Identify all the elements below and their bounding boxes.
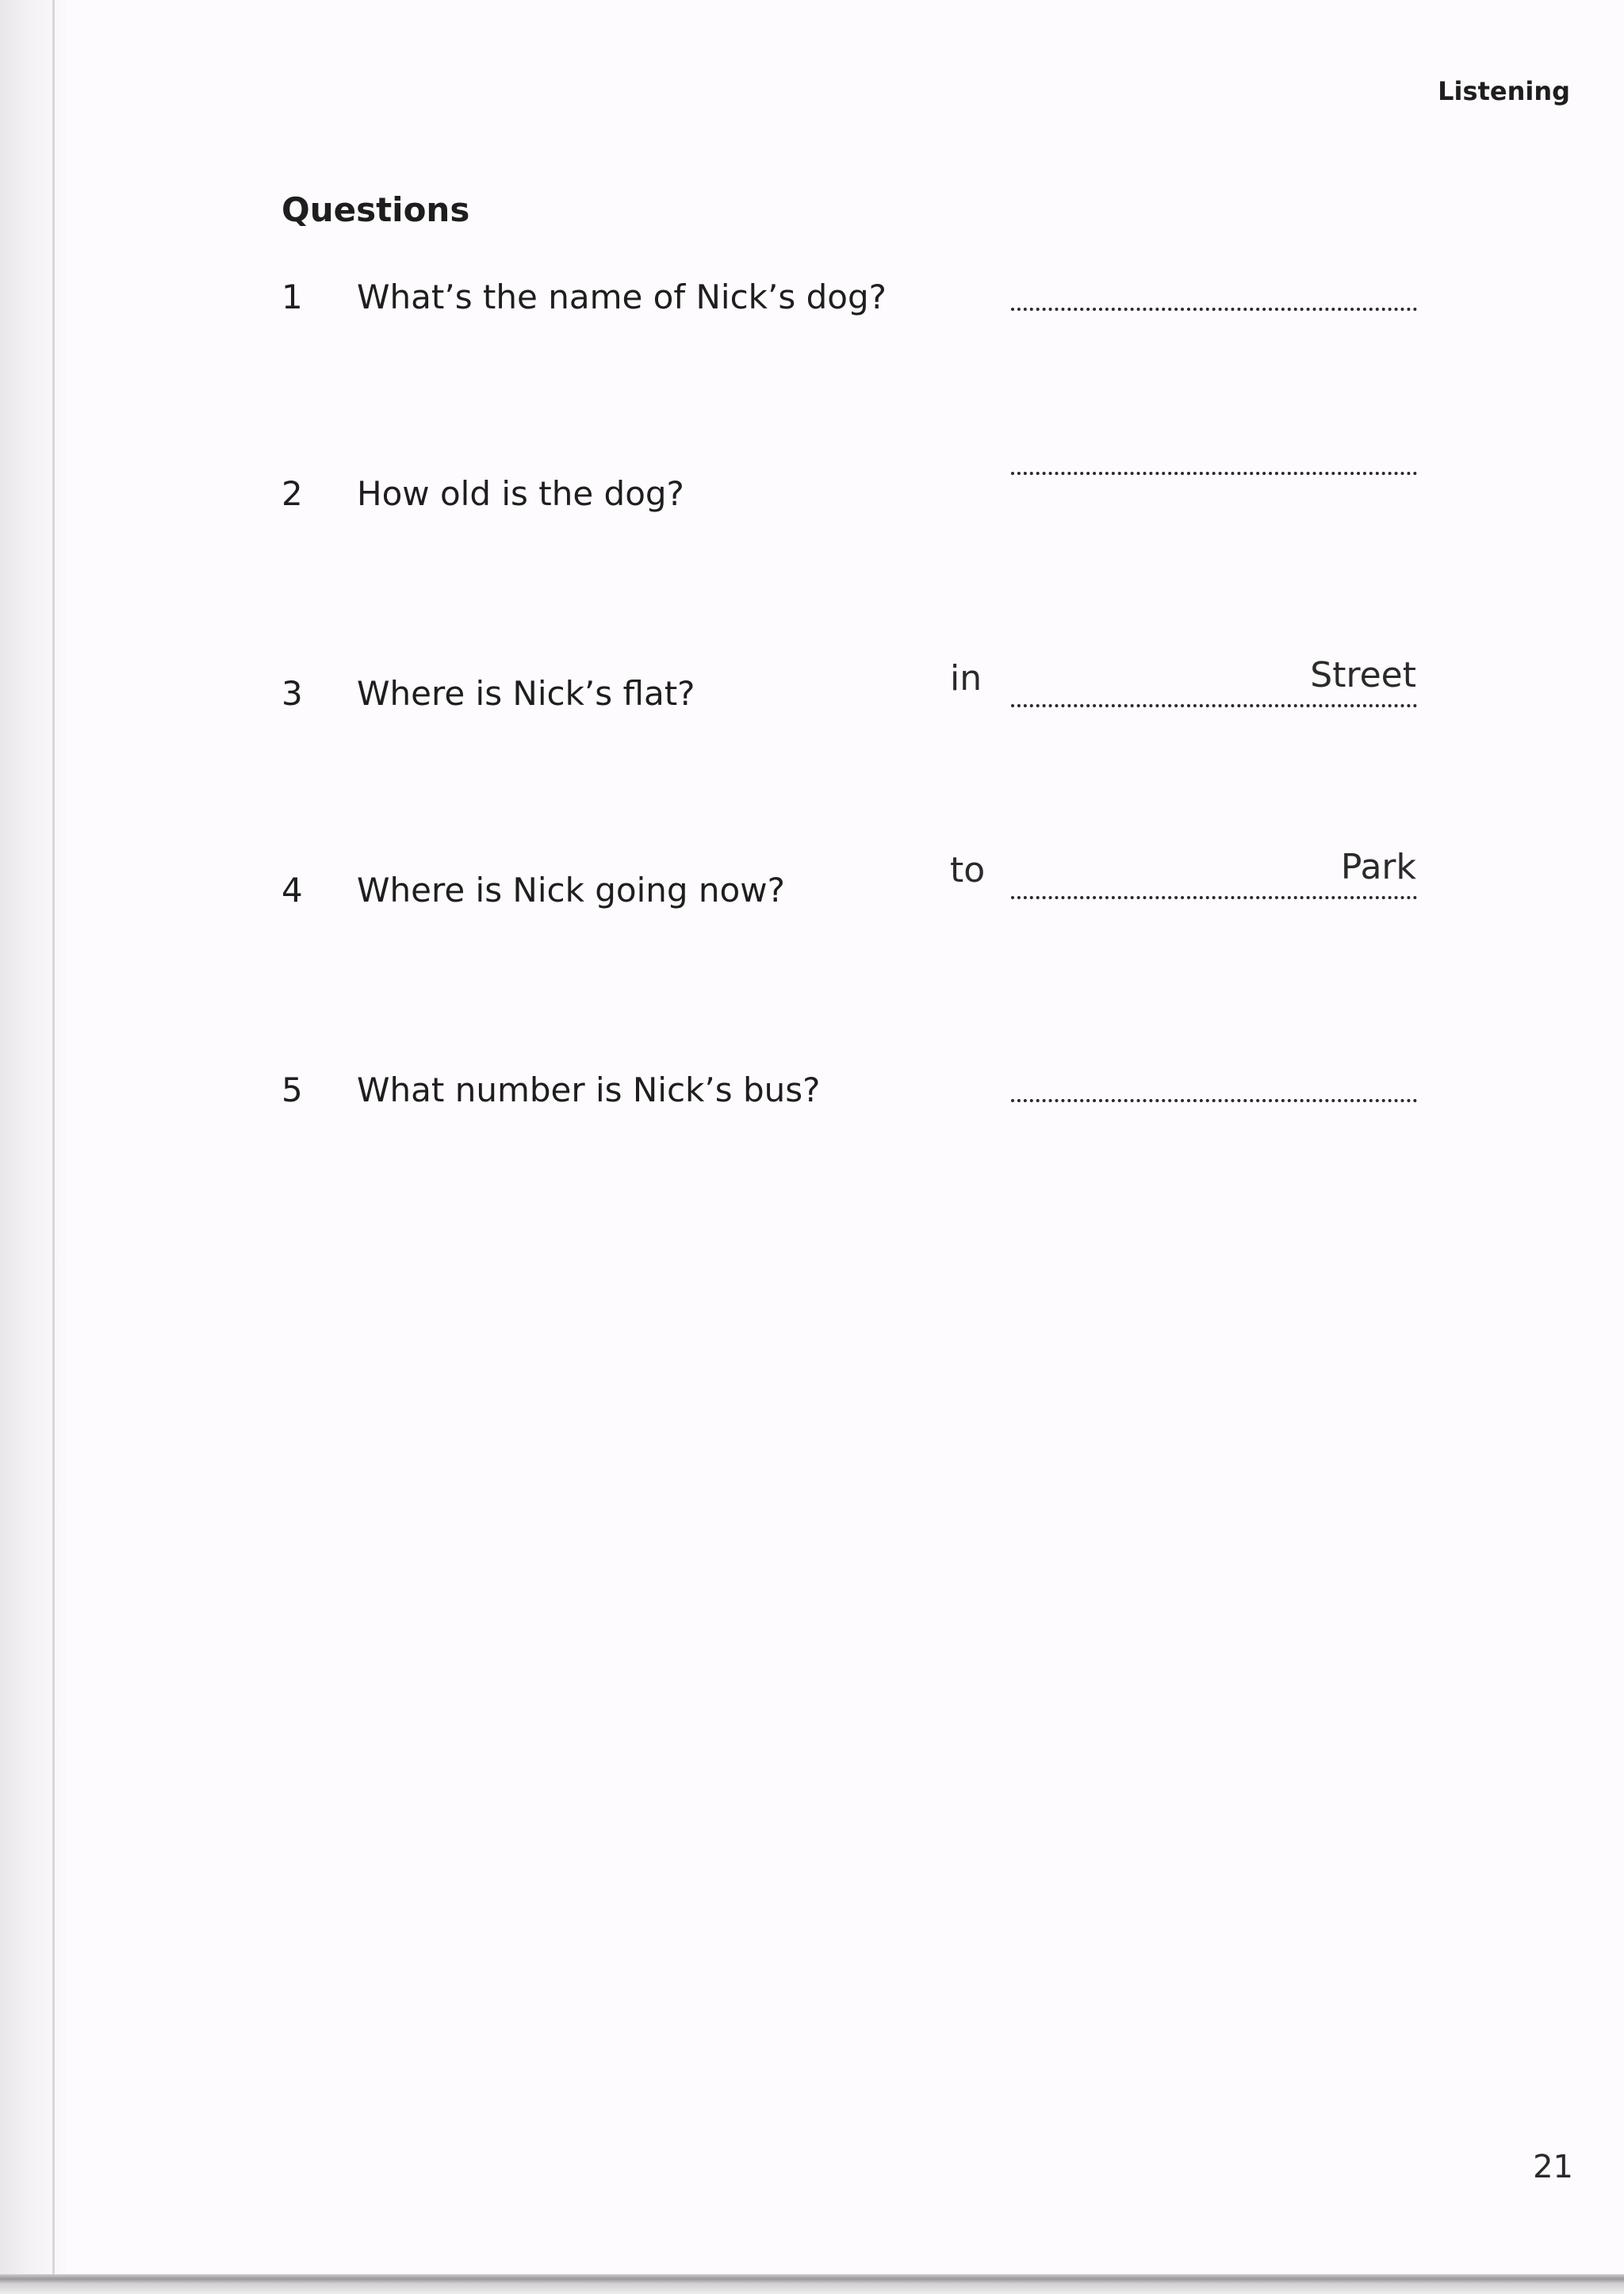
- question-number: 4: [282, 871, 303, 910]
- question-text: Where is Nick’s flat?: [357, 674, 695, 713]
- question-number: 2: [282, 474, 303, 513]
- question-text: What’s the name of Nick’s dog?: [357, 278, 887, 316]
- question-text: How old is the dog?: [357, 474, 684, 513]
- page-binding-shadow: [0, 0, 67, 2294]
- answer-suffix: Street: [1310, 655, 1416, 695]
- answer-line-5[interactable]: [1011, 1099, 1417, 1102]
- question-text: Where is Nick going now?: [357, 871, 785, 910]
- question-number: 5: [282, 1070, 303, 1109]
- answer-prefix: in: [950, 658, 982, 699]
- answer-line-2[interactable]: [1011, 472, 1417, 475]
- page-number: 21: [1533, 2149, 1573, 2185]
- section-label: Listening: [1438, 76, 1570, 106]
- answer-line-4[interactable]: [1011, 896, 1417, 899]
- question-number: 3: [282, 674, 303, 713]
- answer-suffix: Park: [1340, 847, 1416, 887]
- answer-line-1[interactable]: [1011, 308, 1417, 311]
- answer-prefix: to: [950, 850, 986, 890]
- page-bottom-edge: [0, 2274, 1624, 2294]
- answer-line-3[interactable]: [1011, 704, 1417, 707]
- question-text: What number is Nick’s bus?: [357, 1070, 821, 1109]
- question-number: 1: [282, 278, 303, 316]
- binding-line: [52, 0, 55, 2284]
- questions-heading: Questions: [282, 190, 470, 229]
